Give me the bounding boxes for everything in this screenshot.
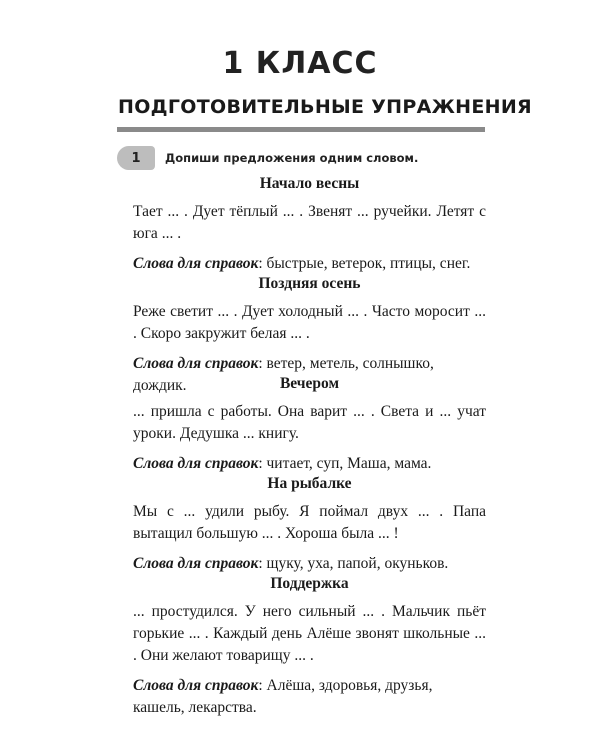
grade-title: 1 КЛАСС [222,46,378,81]
task-instruction: Допиши предложения одним словом. [165,151,419,165]
exercise-block [133,574,486,719]
reference-words [133,553,486,575]
exercise-block [133,474,486,575]
exercise-block [133,374,486,475]
reference-list: : щуку, уха, папой, окуньков. [258,555,449,572]
exercise-block [133,174,486,275]
exercise-title: Поддержка [270,575,349,592]
reference-label: Слова для справок [133,355,259,372]
reference-words [133,675,486,719]
reference-list: : ветер, метель, солнышко, дождик. [133,355,434,394]
exercise-title: Начало весны [259,175,360,192]
reference-list: : Алёша, здоровья, друзья, кашель, лекарства. [133,677,433,716]
exercise-title: Поздняя осень [258,275,361,292]
reference-list: : быстрые, ветерок, птицы, снег. [258,255,471,272]
exercise-text: Реже светит ... . Дует холодный ... . Часто моросит ... . Скоро закружит белая ... . [133,303,486,342]
reference-list: : читает, суп, Маша, мама. [258,455,432,472]
section-divider [117,127,485,132]
reference-label: Слова для справок [133,255,259,272]
exercise-text: Тает ... . Дует тёплый ... . Звенят ... ручейки. Летят с юга ... . [133,203,486,242]
reference-label: Слова для справок [133,555,259,572]
reference-words [133,253,486,275]
reference-label: Слова для справок [133,455,259,472]
section-title: ПОДГОТОВИТЕЛЬНЫЕ УПРАЖНЕНИЯ [118,96,532,118]
reference-words [133,453,486,475]
exercise-text: ... пришла с работы. Она варит ... . Света и ... учат уроки. Дедушка ... книгу. [133,403,486,442]
reference-label: Слова для справок [133,677,259,694]
task-header [117,146,418,170]
exercise-text: ... простудился. У него сильный ... . Мальчик пьёт горькие ... . Каждый день Алёше звонят школьные ... . Они желают товарищу ... . [133,603,486,664]
task-number-badge: 1 [117,146,155,170]
exercise-title: На рыбалке [267,475,352,492]
exercise-text: Мы с ... удили рыбу. Я поймал двух ... . Папа вытащил большую ... . Хороша была ... ! [133,503,486,542]
exercise-title: Вечером [279,375,340,392]
